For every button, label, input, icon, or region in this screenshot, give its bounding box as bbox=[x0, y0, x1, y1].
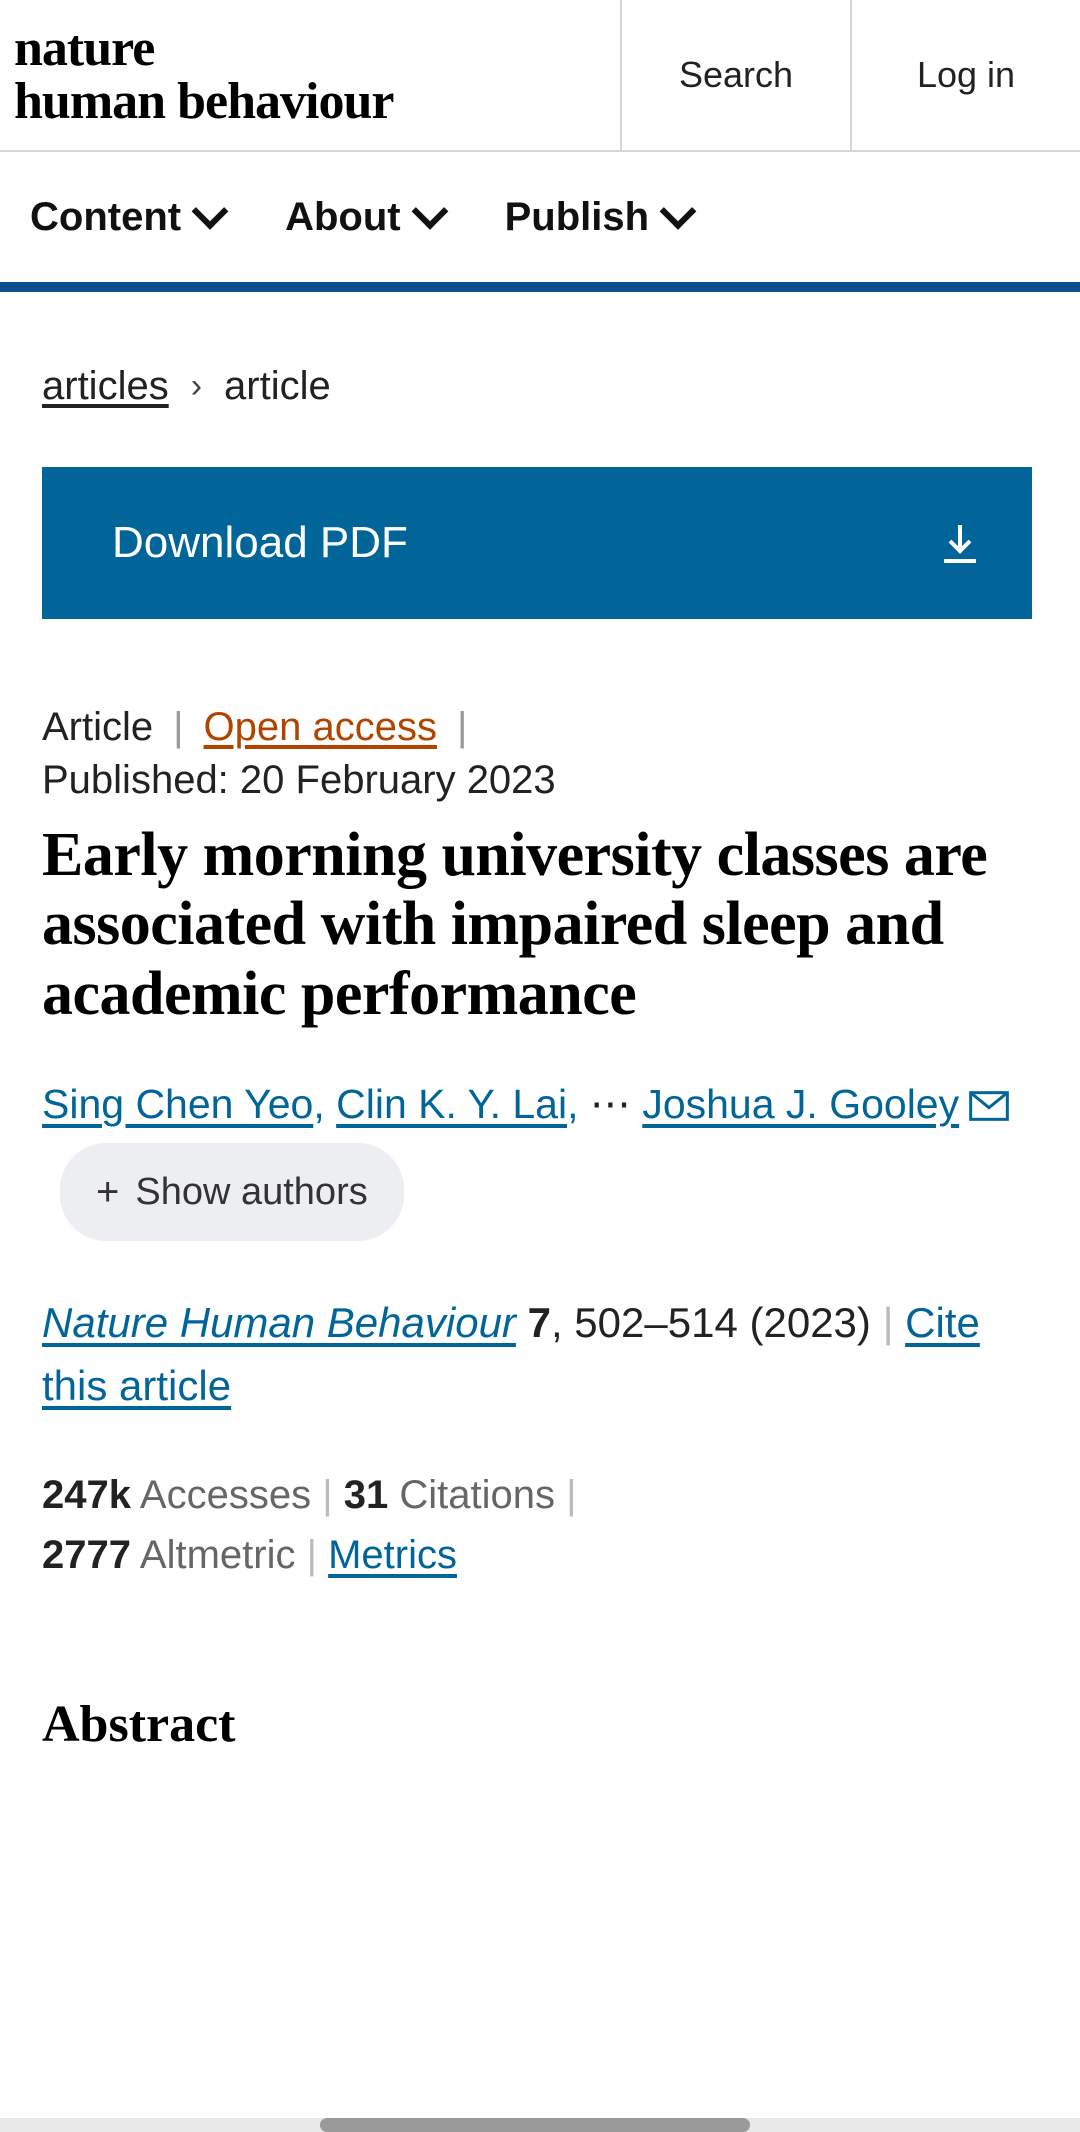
show-authors-label: Show authors bbox=[135, 1170, 368, 1213]
author-link-2[interactable]: Clin K. Y. Lai bbox=[336, 1081, 568, 1128]
chevron-down-icon bbox=[660, 193, 697, 230]
metrics-link[interactable]: Metrics bbox=[328, 1532, 457, 1577]
citations-label: Citations bbox=[399, 1472, 555, 1517]
masthead bbox=[0, 0, 1080, 152]
breadcrumb bbox=[0, 292, 1080, 409]
brand-line-2: human behaviour bbox=[14, 73, 394, 130]
author-comma: , bbox=[567, 1081, 579, 1128]
meta-divider: | bbox=[173, 705, 184, 749]
brand-line-1: nature bbox=[14, 19, 155, 77]
download-pdf-button[interactable] bbox=[42, 467, 1032, 619]
author-link-1[interactable]: Sing Chen Yeo bbox=[42, 1081, 314, 1128]
published-date: Published: 20 February 2023 bbox=[42, 758, 556, 802]
article-type: Article bbox=[42, 705, 154, 749]
meta-divider: | bbox=[457, 705, 468, 749]
author-comma: , bbox=[313, 1081, 325, 1128]
page-title: Early morning university classes are associated with impaired sleep and academic performance bbox=[42, 821, 988, 1028]
citations-count: 31 bbox=[343, 1472, 389, 1517]
author-ellipsis: ⋯ bbox=[589, 1081, 631, 1128]
journal-volume: 7 bbox=[527, 1298, 551, 1346]
nav-item-label: Content bbox=[30, 194, 182, 239]
journal-pages: , 502–514 bbox=[550, 1298, 738, 1346]
breadcrumb-link-articles[interactable]: articles bbox=[42, 364, 169, 408]
main-navigation bbox=[0, 152, 1080, 292]
download-pdf-label: Download PDF bbox=[112, 518, 408, 567]
chevron-down-icon bbox=[411, 193, 448, 230]
abstract-heading: Abstract bbox=[42, 1695, 236, 1753]
nav-item-label: Publish bbox=[504, 194, 650, 239]
metrics-divider: | bbox=[322, 1472, 333, 1517]
email-icon[interactable] bbox=[969, 1075, 1009, 1143]
horizontal-scrollbar-thumb[interactable] bbox=[320, 2118, 750, 2132]
open-access-link[interactable]: Open access bbox=[203, 705, 437, 749]
login-button[interactable]: Log in bbox=[850, 0, 1080, 150]
nav-item-content[interactable] bbox=[30, 195, 223, 240]
download-icon bbox=[936, 519, 984, 567]
author-link-last[interactable]: Joshua J. Gooley bbox=[642, 1081, 960, 1128]
plus-icon: + bbox=[96, 1169, 120, 1214]
article-metrics bbox=[42, 1465, 1038, 1585]
article-meta bbox=[42, 705, 1038, 750]
journal-year: (2023) bbox=[749, 1298, 871, 1346]
citation-divider: | bbox=[882, 1298, 894, 1346]
nav-item-label: About bbox=[285, 194, 401, 239]
breadcrumb-current: article bbox=[224, 364, 331, 408]
accesses-label: Accesses bbox=[139, 1472, 312, 1517]
metrics-divider: | bbox=[306, 1532, 317, 1577]
chevron-down-icon bbox=[192, 193, 229, 230]
show-authors-button[interactable] bbox=[60, 1143, 404, 1241]
search-button[interactable]: Search bbox=[620, 0, 850, 150]
site-logo[interactable] bbox=[0, 0, 620, 150]
nav-item-publish[interactable] bbox=[505, 195, 691, 240]
journal-name-link[interactable]: Nature Human Behaviour bbox=[42, 1298, 516, 1346]
altmetric-count: 2777 bbox=[42, 1532, 131, 1577]
nav-item-about[interactable] bbox=[285, 195, 443, 240]
author-list bbox=[42, 1071, 1038, 1241]
altmetric-label: Altmetric bbox=[139, 1532, 296, 1577]
accesses-count: 247k bbox=[42, 1472, 131, 1517]
journal-citation bbox=[42, 1291, 1038, 1417]
cite-article-link[interactable]: Cite this article bbox=[42, 1298, 980, 1409]
metrics-divider: | bbox=[566, 1472, 577, 1517]
chevron-right-icon: › bbox=[190, 367, 203, 405]
article-container bbox=[0, 705, 1080, 1754]
